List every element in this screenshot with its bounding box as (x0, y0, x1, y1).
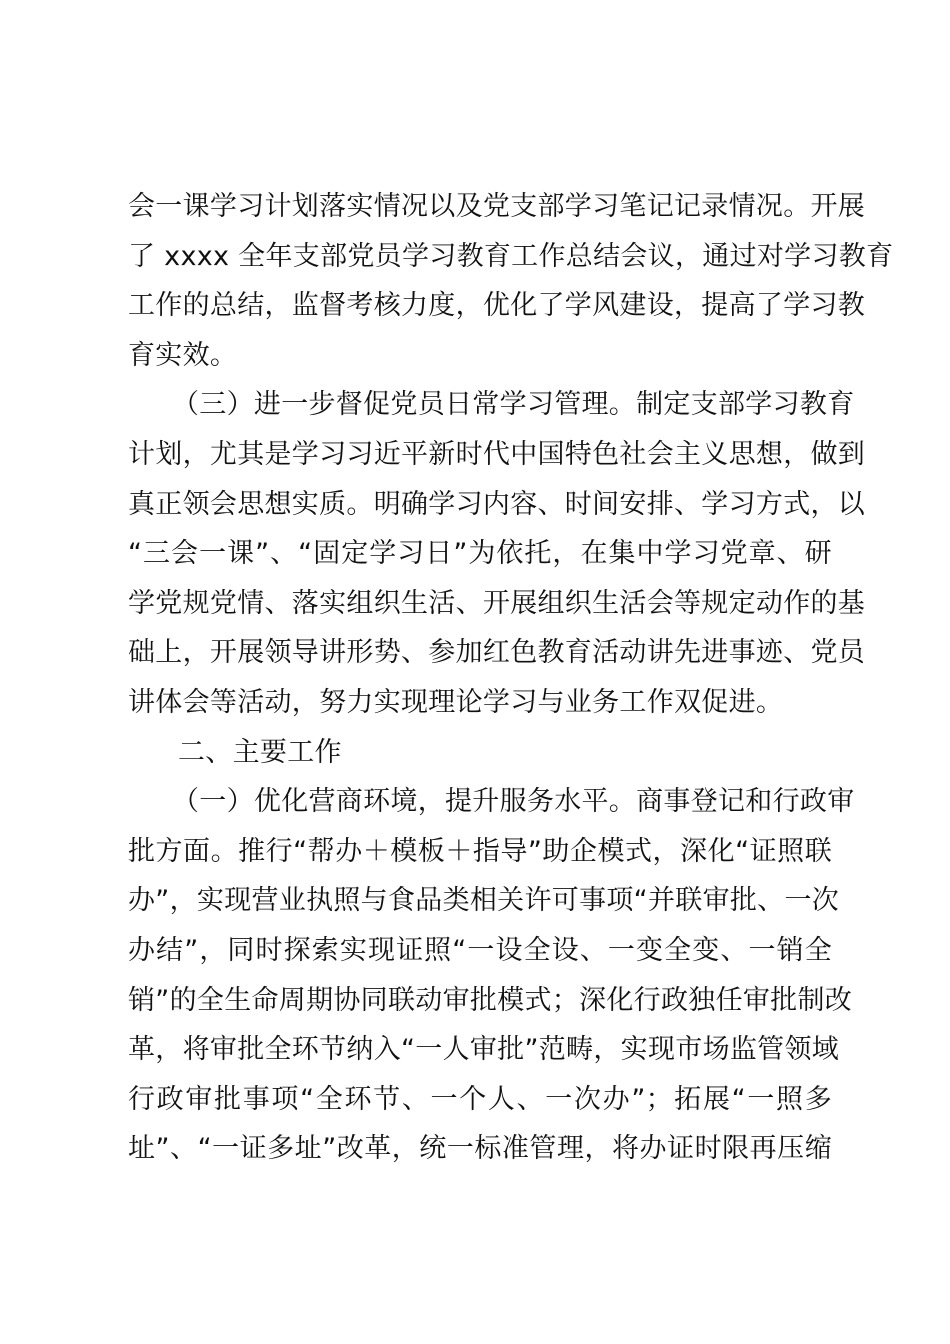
text-line: 真正领会思想实质。明确学习内容、时间安排、学习方式，以 (128, 488, 866, 520)
text-line: 办”，实现营业执照与食品类相关许可事项“并联审批、一次 (128, 885, 840, 917)
text-line: 讲体会等活动，努力实现理论学习与业务工作双促进。 (128, 686, 784, 718)
paragraph-start-line: （一）优化营商环境，提升服务水平。商事登记和行政审 (172, 786, 855, 818)
section-heading: 二、主要工作 (178, 736, 342, 768)
text-line: 批方面。推行“帮办＋模板＋指导”助企模式，深化“证照联 (128, 835, 832, 867)
text-line: 计划，尤其是学习习近平新时代中国特色社会主义思想，做到 (128, 438, 866, 470)
text-line: 址”、“一证多址”改革，统一标准管理，将办证时限再压缩 (128, 1133, 832, 1165)
paragraph-start-line: （三）进一步督促党员日常学习管理。制定支部学习教育 (172, 389, 855, 421)
text-line: 行政审批事项“全环节、一个人、一次办”；拓展“一照多 (128, 1083, 832, 1115)
text-line: 革，将审批全环节纳入“一人审批”范畴，实现市场监管领域 (128, 1034, 840, 1066)
text-line: 学党规党情、落实组织生活、开展组织生活会等规定动作的基 (128, 587, 866, 619)
text-line: 育实效。 (128, 339, 238, 371)
text-line: 办结”，同时探索实现证照“一设全设、一变全变、一销全 (128, 934, 832, 966)
text-line: 了 xxxx 全年支部党员学习教育工作总结会议，通过对学习教育 (128, 240, 894, 272)
text-line: 销”的全生命周期协同联动审批模式；深化行政独任审批制改 (128, 984, 853, 1016)
text-line: “三会一课”、“固定学习日”为依托，在集中学习党章、研 (128, 538, 832, 570)
text-line: 础上，开展领导讲形势、参加红色教育活动讲先进事迹、党员 (128, 637, 866, 669)
document-body (128, 182, 894, 1174)
text-line: 会一课学习计划落实情况以及党支部学习笔记记录情况。开展 (128, 191, 866, 222)
text-line: 工作的总结，监督考核力度，优化了学风建设，提高了学习教 (128, 290, 866, 322)
